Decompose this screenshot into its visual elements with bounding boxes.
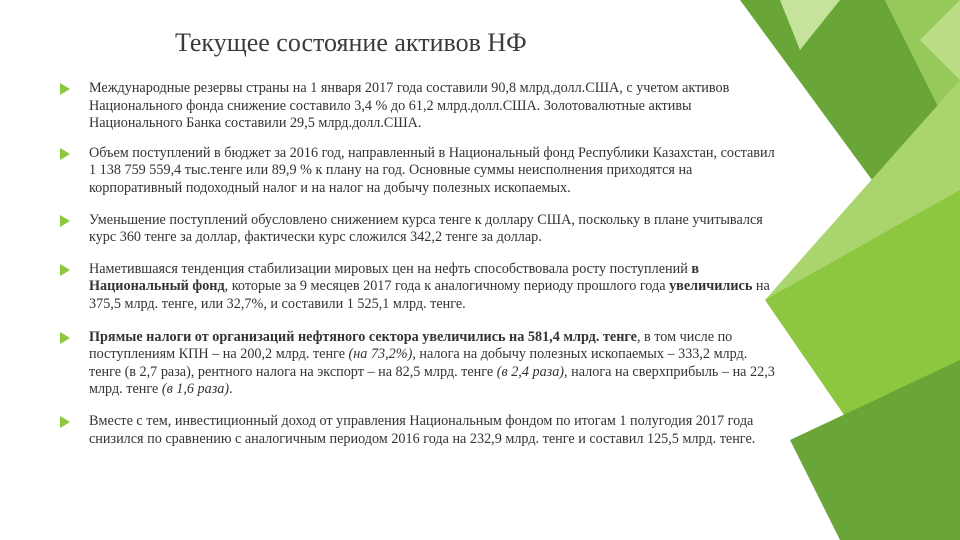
bullet-text: Прямые налоги от организаций нефтяного сектора увеличились на 581,4 млрд. тенге	[89, 328, 637, 345]
bullet-item	[60, 413, 780, 448]
bullet-text: (в 1,6 раза)	[161, 381, 230, 398]
bullet-text: Наметившаяся тенденция стабилизации мировых цен на нефть способствовала росту поступлений	[89, 260, 692, 277]
bullet-item	[60, 145, 780, 198]
bullet-item	[60, 261, 780, 314]
bullet-text: , в том числе по поступлениям КПН – на 200,2 млрд. тенге	[89, 328, 733, 363]
bullet-arrow-icon	[60, 264, 70, 276]
bullet-list	[60, 80, 780, 448]
bullet-arrow-icon	[60, 148, 70, 160]
bullet-item	[60, 212, 780, 247]
bullet-text: увеличились	[669, 278, 753, 295]
bullet-text: , налога на сверхприбыль – на 22,3 млрд. тенге	[89, 363, 775, 398]
bullet-arrow-icon	[60, 215, 70, 227]
bullet-text: Вместе с тем, инвестиционный доход от управления Национальным фондом по итогам 1 полугодия 2017 года снизился по сравнению с аналогичным периодом 2016 года на 232,9 млрд. тенге и составил 125,5 млрд. тенге.	[89, 412, 756, 447]
bullet-arrow-icon	[60, 416, 70, 428]
bullet-item	[60, 329, 780, 399]
bullet-arrow-icon	[60, 83, 70, 95]
bullet-text: , налога на добычу полезных ископаемых – 333,2 млрд. тенге (в 2,7 раза), рентного налога на экспорт – на 82,5 млрд. тенге	[89, 346, 748, 380]
bullet-text: Международные резервы страны на 1 января 2017 года составили 90,8 млрд.долл.США, с учетом активов Национального фонда снижение составило 3,4 % до 61,2 млрд.долл.США. Золотовалютные активы Национального Банка составили 29,5 млрд.долл.США.	[89, 80, 730, 132]
bullet-item	[60, 80, 780, 133]
bullet-text: .	[229, 381, 233, 398]
slide-title: Текущее состояние активов НФ	[175, 28, 527, 57]
bullet-text: в Национальный фонд	[89, 260, 700, 295]
bullet-text: Объем поступлений в бюджет за 2016 год, направленный в Национальный фонд Республики Казахстан, составил 1 138 759 559,4 тыс.тенге или 89,9 % к плану на год. Основные суммы неисполнения приходятся на корпоративный подоходный налог и на налог на добычу полезных ископаемых.	[89, 144, 775, 196]
bullet-text: , которые за 9 месяцев 2017 года к аналогичному периоду прошлого года	[224, 278, 670, 295]
bullet-text: Уменьшение поступлений обусловлено снижением курса тенге к доллару США, поскольку в плане учитывался курс 360 тенге за доллар, фактически курс сложился 342,2 тенге за доллар.	[89, 211, 763, 246]
bullet-text: на 375,5 млрд. тенге, или 32,7%, и составили 1 525,1 млрд. тенге.	[89, 278, 770, 312]
bullet-text: (в 2,4 раза)	[496, 363, 565, 380]
bullet-text: (на 73,2%)	[348, 346, 413, 363]
bullet-arrow-icon	[60, 332, 70, 344]
